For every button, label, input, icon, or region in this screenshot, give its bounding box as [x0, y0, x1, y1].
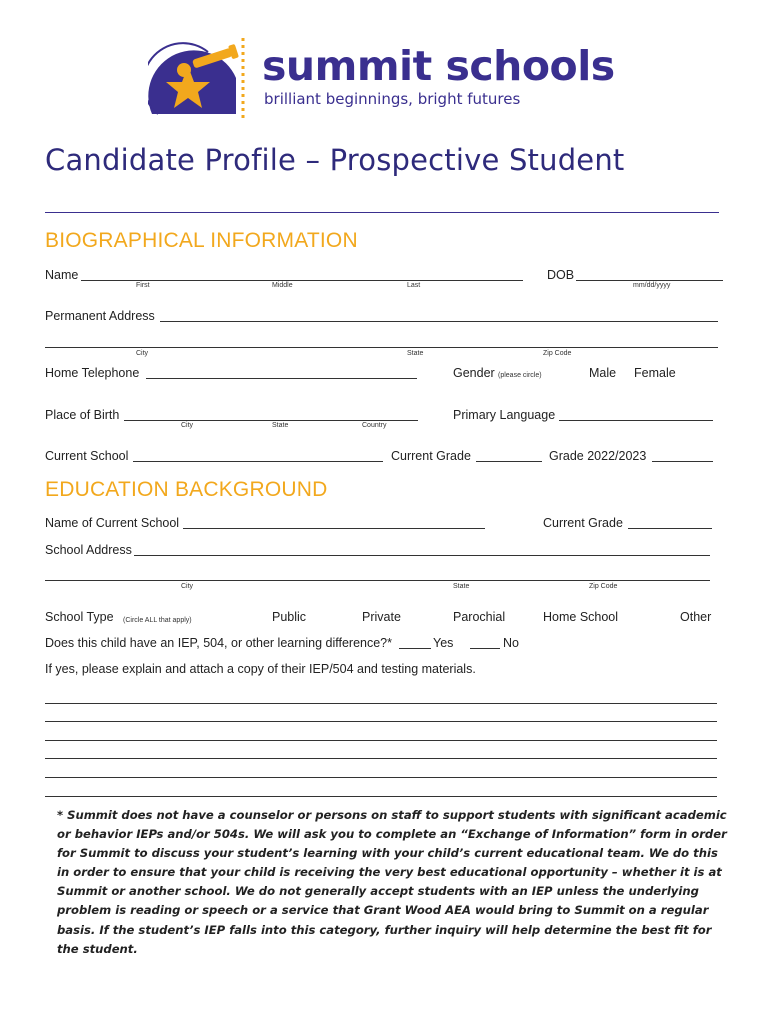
address-line-2[interactable] [45, 347, 718, 348]
type-public[interactable]: Public [272, 610, 307, 624]
type-private[interactable]: Private [362, 610, 401, 624]
explain-line-5[interactable] [45, 777, 717, 778]
explain-line-1[interactable] [45, 703, 717, 704]
dob-label: DOB [547, 268, 575, 282]
middle-hint: Middle [272, 282, 293, 289]
language-field[interactable] [559, 420, 713, 421]
type-other[interactable]: Other [680, 610, 712, 624]
gender-male[interactable]: Male [589, 366, 617, 380]
current-grade-field[interactable] [476, 461, 542, 462]
name-field[interactable] [81, 280, 523, 281]
bio-heading: BIOGRAPHICAL INFORMATION [45, 229, 358, 252]
birth-country-hint: Country [362, 422, 387, 429]
dob-hint: mm/dd/yyyy [633, 282, 671, 289]
iep-no-field[interactable] [470, 648, 500, 649]
address-field[interactable] [160, 321, 718, 322]
edu-grade-label: Current Grade [543, 516, 623, 530]
footnote: * Summit does not have a counselor or persons on staff to support students with significant academic or behavior IEPs and/or 504s. We will ask you to complete an “Exchange of Information” form in order for Summit to discuss your student’s learning with your child’s current educational team. We do this in order to ensure that your child is receiving the very best educational opportunity – whether it is at Summit or another school. We do not generally accept students with an IEP unless the underlying problem is reading or speech or a service that Grant Wood AEA would bring to Summit on a regular basis. If the student’s IEP falls into this category, further inquiry will help determine the best fit for the student. [57, 808, 727, 956]
phone-label: Home Telephone [45, 366, 140, 380]
school-name-label: Name of Current School [45, 516, 180, 530]
address-label: Permanent Address [45, 309, 155, 323]
gender-hint: (please circle) [498, 372, 542, 379]
birth-label: Place of Birth [45, 408, 120, 422]
title-divider [45, 212, 719, 213]
school-type-label: School Type [45, 610, 114, 624]
school-zip-hint: Zip Code [589, 583, 618, 590]
birth-state-hint: State [272, 422, 289, 429]
phone-field[interactable] [146, 378, 417, 379]
current-school-label: Current School [45, 449, 129, 463]
gender-label: Gender [453, 366, 495, 380]
explain-line-6[interactable] [45, 796, 717, 797]
birth-field[interactable] [124, 420, 418, 421]
summit-logo-icon [148, 36, 258, 122]
type-home-school[interactable]: Home School [543, 610, 619, 624]
school-address-field[interactable] [134, 555, 710, 556]
last-hint: Last [407, 282, 421, 289]
school-state-hint: State [453, 583, 470, 590]
explain-line-3[interactable] [45, 740, 717, 741]
iep-yes-field[interactable] [399, 648, 431, 649]
dob-field[interactable] [576, 280, 723, 281]
grade-year-label: Grade 2022/2023 [549, 449, 647, 463]
explain-line-2[interactable] [45, 721, 717, 722]
brand-name: summit schools [262, 42, 615, 90]
city-hint: City [136, 350, 149, 357]
iep-yes-label: Yes [433, 636, 454, 650]
edu-heading: EDUCATION BACKGROUND [45, 478, 328, 501]
school-city-hint: City [181, 583, 194, 590]
zip-hint: Zip Code [543, 350, 572, 357]
current-grade-label: Current Grade [391, 449, 471, 463]
first-hint: First [136, 282, 150, 289]
explain-line-4[interactable] [45, 758, 717, 759]
logo [148, 36, 258, 122]
school-address-label: School Address [45, 543, 132, 557]
state-hint: State [407, 350, 424, 357]
iep-question: Does this child have an IEP, 504, or other learning difference?* [45, 636, 392, 650]
school-type-hint: (Circle ALL that apply) [123, 617, 192, 624]
grade-year-field[interactable] [652, 461, 713, 462]
page-title: Candidate Profile – Prospective Student [45, 143, 625, 177]
gender-female[interactable]: Female [634, 366, 676, 380]
name-label: Name [45, 268, 79, 282]
school-name-field[interactable] [183, 528, 485, 529]
current-school-field[interactable] [133, 461, 383, 462]
explain-prompt: If yes, please explain and attach a copy of their IEP/504 and testing materials. [45, 662, 476, 676]
language-label: Primary Language [453, 408, 556, 422]
school-address-line-2[interactable] [45, 580, 710, 581]
birth-city-hint: City [181, 422, 194, 429]
type-parochial[interactable]: Parochial [453, 610, 506, 624]
brand-tagline: brilliant beginnings, bright futures [264, 90, 521, 108]
iep-no-label: No [503, 636, 519, 650]
edu-grade-field[interactable] [628, 528, 712, 529]
